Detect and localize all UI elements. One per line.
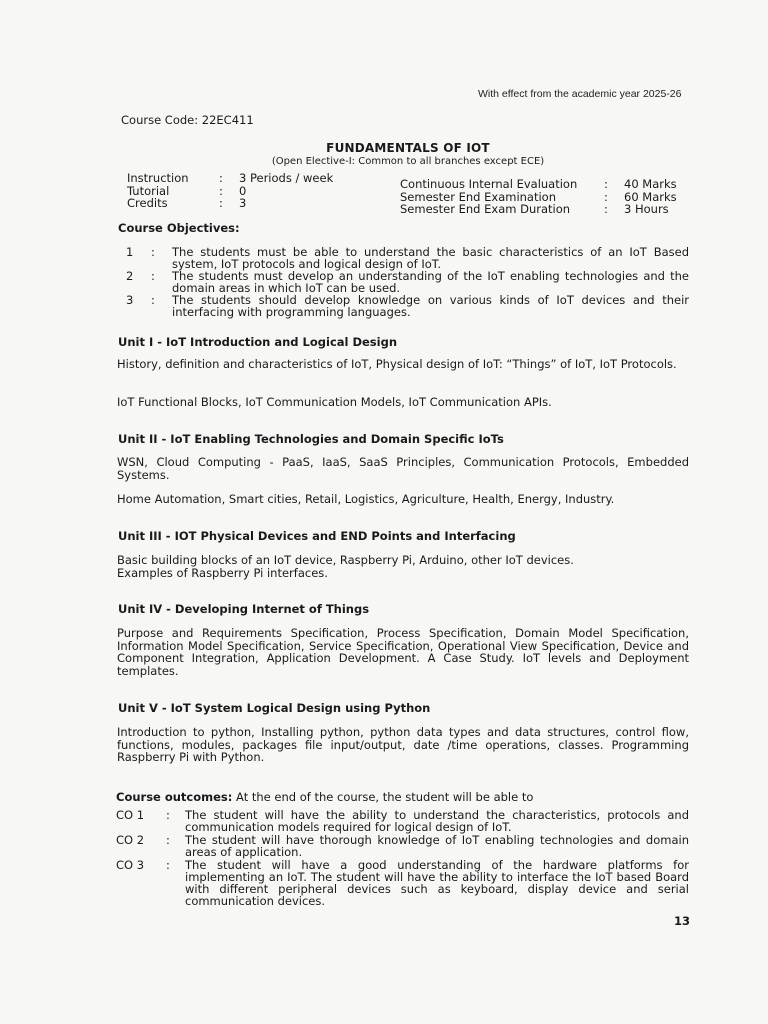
objective-text: The students must develop an understanding of the IoT enabling technologies and the domain areas in which IoT can be used. <box>172 269 689 295</box>
separator-colon: : <box>219 171 223 185</box>
outcomes-intro-text: At the end of the course, the student will be able to <box>232 790 534 804</box>
separator-colon: : <box>166 808 170 822</box>
outcome-label: CO 2 <box>116 833 145 847</box>
course-outcome-item <box>116 834 689 858</box>
outcomes-heading: Course outcomes: <box>116 790 233 804</box>
course-code: Course Code: 22EC411 <box>121 113 254 127</box>
unit-heading: Unit V - IoT System Logical Design using Python <box>118 701 431 715</box>
unit-paragraph: Examples of Raspberry Pi interfaces. <box>117 566 328 580</box>
unit-paragraph: Introduction to python, Installing python, python data types and data structures, control flow, functions, modules, packages file input/output, date /time operations, classes. Programming Raspberry Pi with Python. <box>117 725 689 764</box>
course-title: FUNDAMENTALS OF IOT <box>326 141 490 155</box>
outcome-label: CO 1 <box>116 808 145 822</box>
separator-colon: : <box>151 245 155 259</box>
separator-colon: : <box>151 293 155 307</box>
unit-heading: Unit IV - Developing Internet of Things <box>118 602 370 616</box>
course-outcome-item <box>116 809 689 833</box>
effective-year-note: With effect from the academic year 2025-26 <box>478 88 682 100</box>
outcome-text: The student will have thorough knowledge of IoT enabling technologies and domain areas of application. <box>185 833 689 859</box>
unit-paragraph: Purpose and Requirements Specification, Process Specification, Domain Model Specification, Information Model Specification, Service Specification, Operational View Specification, Device and Component Integration, Application Development. A Case Study. IoT levels and Deployment templates. <box>117 626 689 678</box>
schedule-value: 3 <box>239 196 247 210</box>
schedule-label: Credits <box>127 196 168 210</box>
schedule-row <box>127 197 333 210</box>
outcome-label: CO 3 <box>116 858 145 872</box>
objective-item <box>126 294 689 318</box>
schedule-label: Instruction <box>127 171 189 185</box>
course-subtitle: (Open Elective-I: Common to all branches except ECE) <box>271 156 545 167</box>
unit-paragraph: IoT Functional Blocks, IoT Communication Models, IoT Communication APIs. <box>117 395 552 409</box>
evaluation-label: Semester End Examination <box>400 189 557 204</box>
separator-colon: : <box>151 269 155 283</box>
objective-number: 3 <box>126 293 134 307</box>
objective-text: The students should develop knowledge on various kinds of IoT devices and their interfacing with programming languages. <box>172 293 689 319</box>
objective-item <box>126 270 689 294</box>
separator-colon: : <box>604 202 608 216</box>
page-number: 13 <box>674 914 691 928</box>
evaluation-row <box>400 203 677 216</box>
unit-heading: Unit III - IOT Physical Devices and END Points and Interfacing <box>118 529 516 543</box>
evaluation-table <box>400 178 677 216</box>
course-outcome-item <box>116 859 689 907</box>
objectives-heading: Course Objectives: <box>118 221 240 235</box>
schedule-row <box>127 172 333 185</box>
unit-paragraph: Basic building blocks of an IoT device, Raspberry Pi, Arduino, other IoT devices. <box>117 553 574 567</box>
unit-heading: Unit I - IoT Introduction and Logical Design <box>118 335 398 349</box>
unit-paragraph: Home Automation, Smart cities, Retail, Logistics, Agriculture, Health, Energy, Industry. <box>117 492 615 506</box>
outcomes-intro <box>116 790 533 804</box>
unit-paragraph: History, definition and characteristics of IoT, Physical design of IoT: “Things” of IoT, IoT Protocols. <box>117 357 677 371</box>
separator-colon: : <box>604 177 608 191</box>
separator-colon: : <box>219 196 223 210</box>
separator-colon: : <box>219 183 223 198</box>
evaluation-label: Semester End Exam Duration <box>400 202 571 216</box>
evaluation-value: 3 Hours <box>624 202 669 216</box>
evaluation-value: 60 Marks <box>624 189 677 204</box>
separator-colon: : <box>604 189 608 204</box>
evaluation-label: Continuous Internal Evaluation <box>400 177 578 191</box>
unit-heading: Unit II - IoT Enabling Technologies and Domain Specific IoTs <box>118 432 504 446</box>
objective-text: The students must be able to understand the basic characteristics of an IoT Based system, IoT protocols and logical design of IoT. <box>172 245 689 271</box>
schedule-value: 3 Periods / week <box>239 171 334 185</box>
evaluation-row <box>400 178 677 191</box>
objective-item <box>126 246 689 270</box>
unit-paragraph: WSN, Cloud Computing - PaaS, IaaS, SaaS Principles, Communication Protocols, Embedded Systems. <box>117 455 689 482</box>
objective-number: 1 <box>126 245 134 259</box>
objective-number: 2 <box>126 269 134 283</box>
separator-colon: : <box>166 833 170 847</box>
outcome-text: The student will have a good understanding of the hardware platforms for implementing an IoT. The student will have the ability to interface the IoT based Board with different peripheral devices such as keyboard, display device and serial communication devices. <box>185 858 689 908</box>
separator-colon: : <box>166 858 170 872</box>
schedule-value: 0 <box>239 183 247 198</box>
outcome-text: The student will have the ability to understand the characteristics, protocols and communication models required for logical design of IoT. <box>185 808 689 834</box>
schedule-label: Tutorial <box>127 183 170 198</box>
evaluation-value: 40 Marks <box>624 177 677 191</box>
schedule-table <box>127 172 333 210</box>
